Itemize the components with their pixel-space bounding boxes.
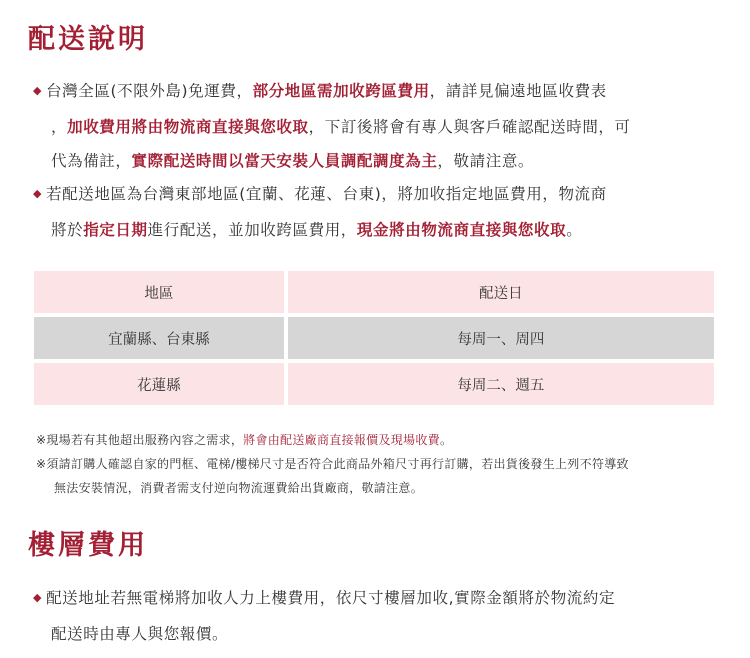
delivery-paragraph-2 bbox=[33, 177, 733, 247]
delivery-paragraph-1 bbox=[33, 74, 733, 178]
section-title-floor-fee: 樓層費用 bbox=[28, 530, 148, 561]
floor-fee-paragraph bbox=[33, 581, 733, 651]
table-cell-delivery-day: 每周二、週五 bbox=[288, 363, 714, 405]
highlight-text: 現金將由物流商直接與您收取 bbox=[356, 221, 567, 239]
notes bbox=[36, 428, 736, 500]
diamond-icon: ◆ bbox=[33, 84, 43, 97]
diamond-icon: ◆ bbox=[33, 591, 43, 604]
note-1: ※現場若有其他超出服務內容之需求，將會由配送廠商直接報價及現場收費。 bbox=[36, 433, 453, 447]
diamond-icon: ◆ bbox=[33, 187, 43, 200]
text: 進行配送，並加收跨區費用， bbox=[147, 221, 357, 239]
text: ，敬請注意。 bbox=[437, 152, 535, 170]
header-cell-delivery-day: 配送日 bbox=[288, 271, 714, 313]
note-2-continued: 無法安裝情況，消費者需支付逆向物流運費給出貨廠商，敬請注意。 bbox=[54, 481, 424, 495]
text: ，請詳見偏遠地區收費表 bbox=[429, 82, 607, 100]
table-cell-delivery-day: 每周一、周四 bbox=[288, 317, 714, 359]
table-cell-region: 宜蘭縣、台東縣 bbox=[34, 317, 284, 359]
header-cell-region: 地區 bbox=[34, 271, 284, 313]
text: 台灣全區(不限外島)免運費， bbox=[46, 82, 253, 100]
text: 代為備註， bbox=[51, 152, 132, 170]
highlight-text: 將會由配送廠商直接報價及現場收費 bbox=[243, 433, 440, 447]
text: 。 bbox=[566, 221, 583, 239]
section-title-delivery: 配送說明 bbox=[28, 24, 148, 55]
text: 配送地址若無電梯將加收人力上樓費用，依尺寸樓層加收,實際金額將於物流約定 bbox=[46, 589, 616, 607]
note-2: ※須請訂購人確認自家的門框、電梯/樓梯尺寸是否符合此商品外箱尺寸再行訂購，若出貨後發生上列不符導致 bbox=[36, 457, 629, 471]
text: ， bbox=[51, 118, 68, 136]
highlight-text: 實際配送時間以當天安裝人員調配調度為主 bbox=[131, 152, 438, 170]
table-row bbox=[34, 317, 714, 359]
highlight-text: 加收費用將由物流商直接與您收取 bbox=[67, 118, 309, 136]
highlight-text: 部分地區需加收跨區費用 bbox=[252, 82, 430, 100]
text: 配送時由專人與您報價。 bbox=[51, 625, 229, 643]
delivery-schedule-table bbox=[30, 267, 718, 409]
highlight-text: 指定日期 bbox=[83, 221, 148, 239]
table-row bbox=[34, 363, 714, 405]
text: 若配送地區為台灣東部地區(宜蘭、花蓮、台東)，將加收指定地區費用，物流商 bbox=[46, 185, 607, 203]
table-header-row bbox=[34, 271, 714, 313]
text: 將於 bbox=[51, 221, 84, 239]
text: ，下訂後將會有專人與客戶確認配送時間，可 bbox=[308, 118, 631, 136]
table-cell-region: 花蓮縣 bbox=[34, 363, 284, 405]
